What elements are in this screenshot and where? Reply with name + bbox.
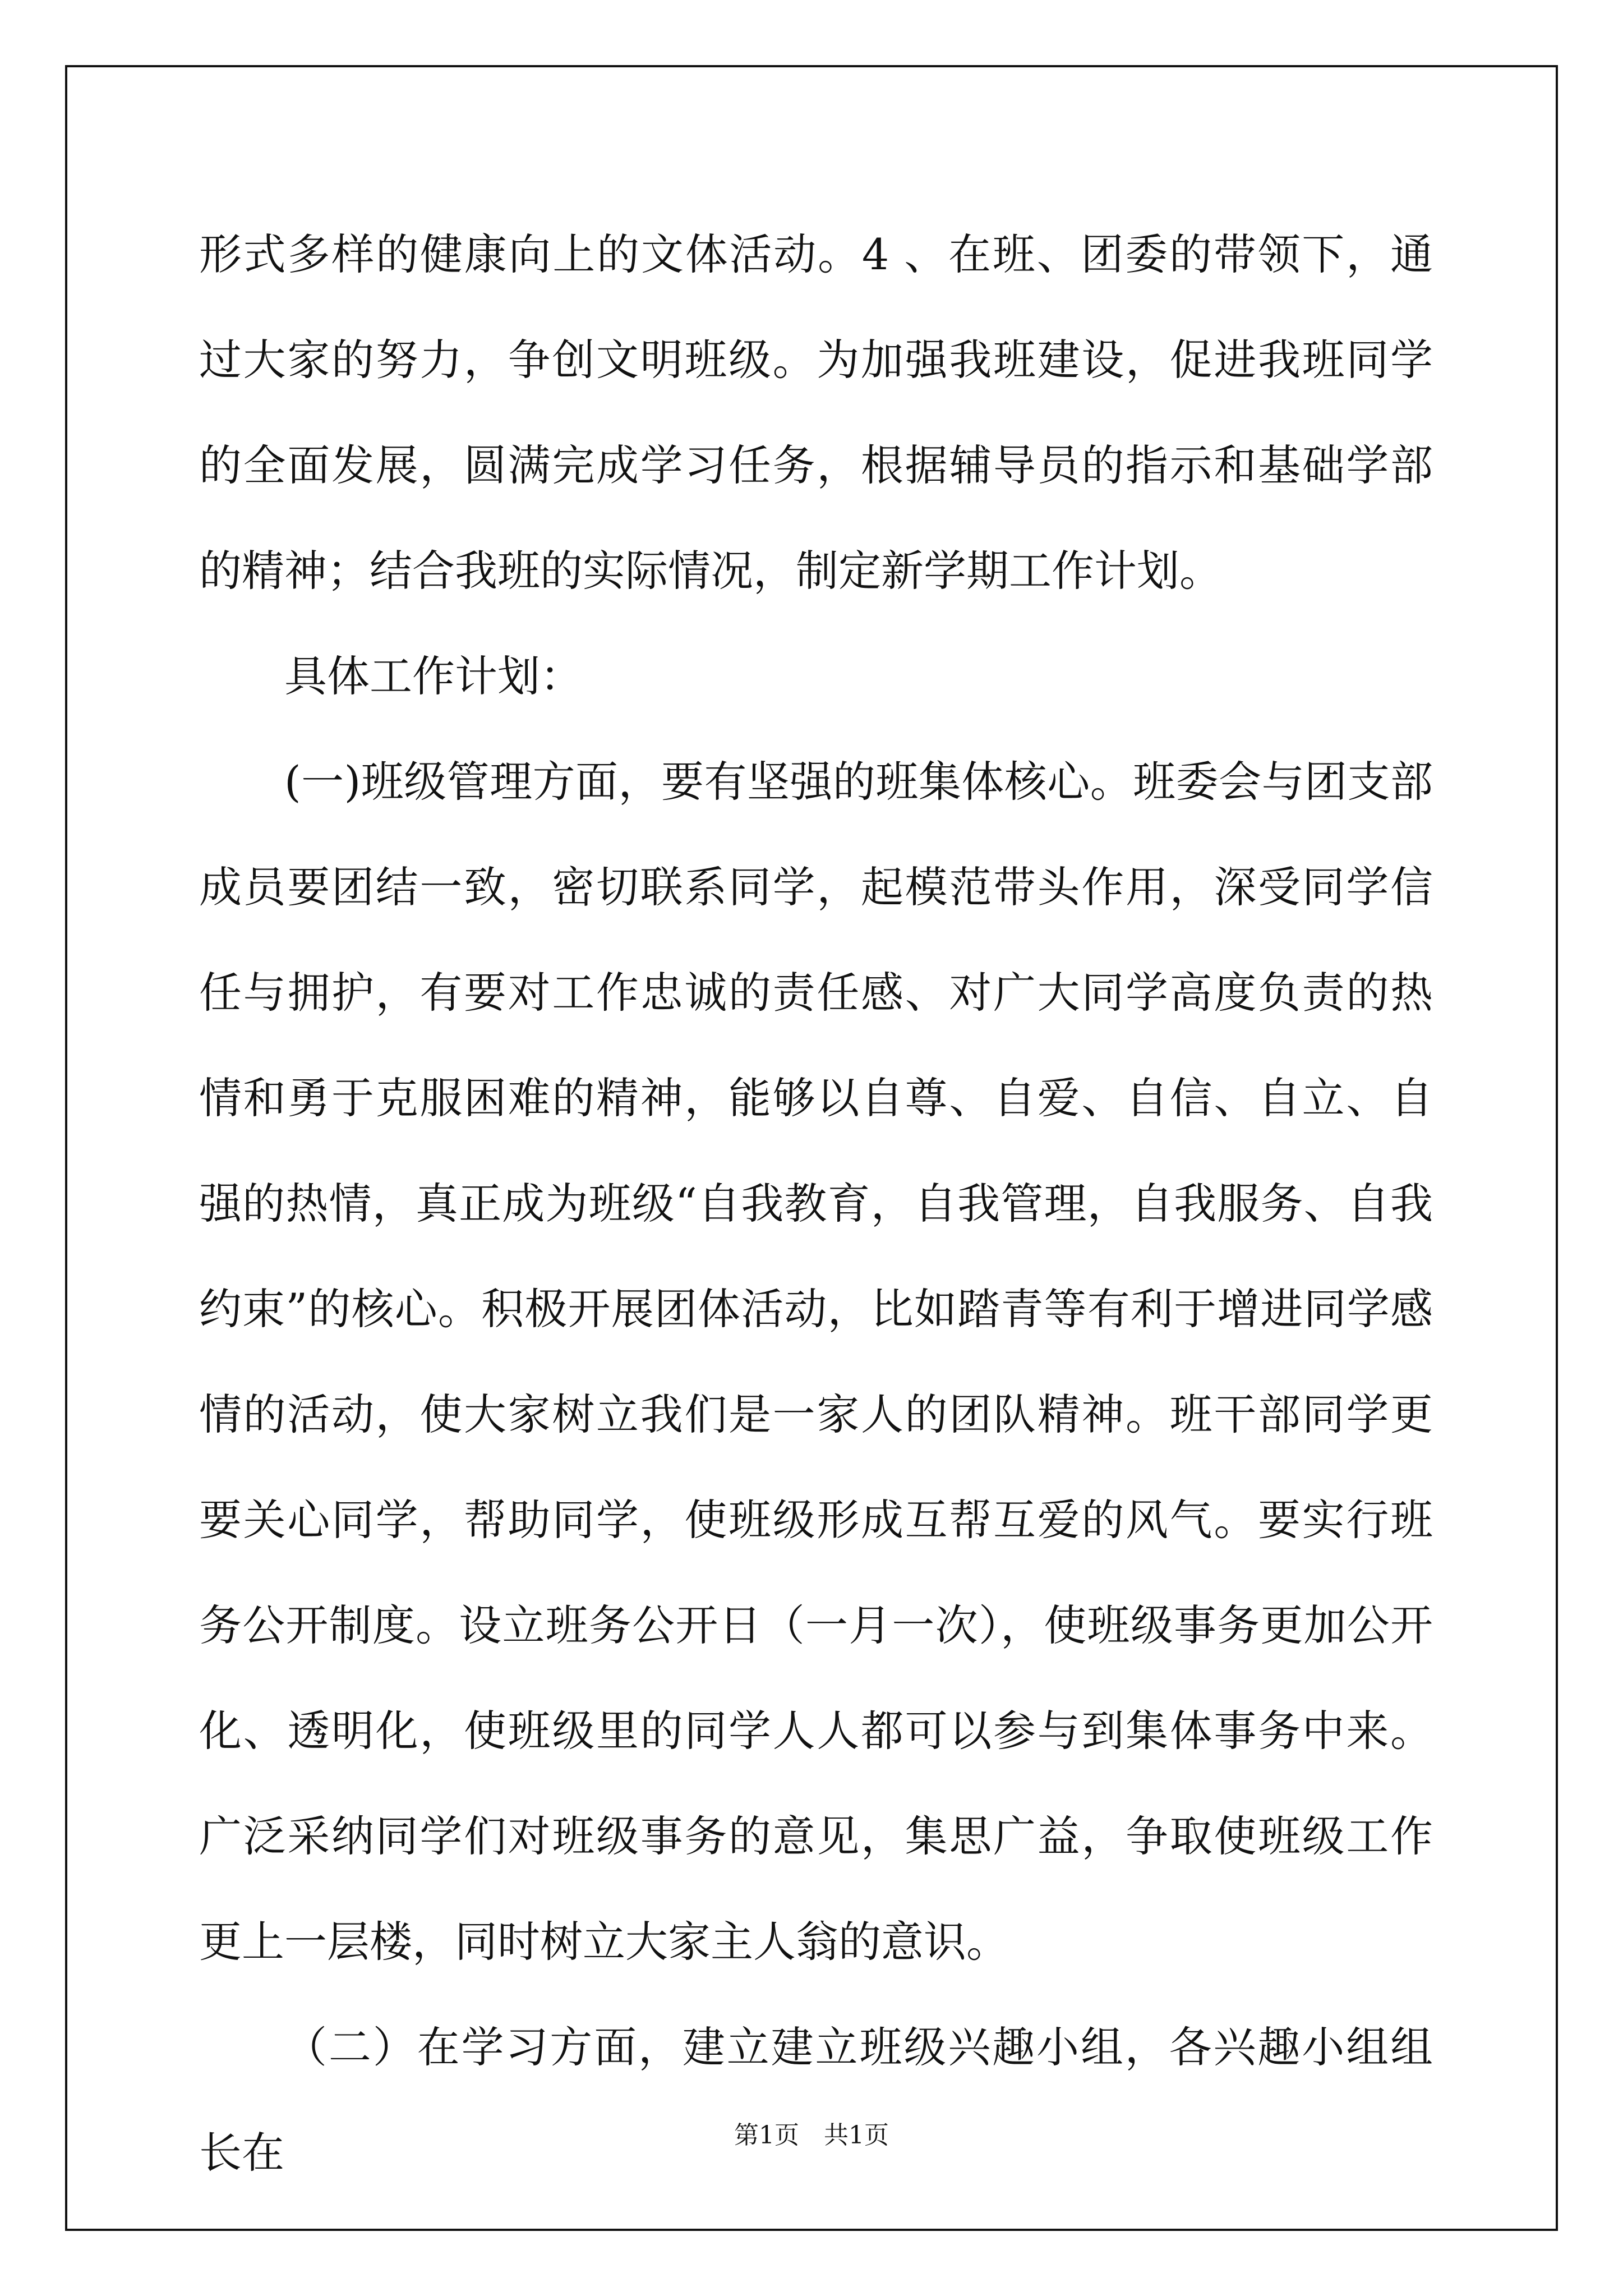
paragraph-class-management: (一)班级管理方面，要有坚强的班集体核心。班委会与团支部成员要团结一致，密切联系同学，起模范带头作用，深受同学信任与拥护，有要对工作忠诚的责任感、对广大同学高度负责的热情和勇于克服困难的精神，能够以自尊、自爱、自信、自立、自强的热情，真正成为班级“自我教育，自我管理，自我服务、自我约束”的核心。积极开展团体活动，比如踏青等有利于增进同学感情的活动，使大家树立我们是一家人的团队精神。班干部同学更要关心同学，帮助同学，使班级形成互帮互爱的风气。要实行班务公开制度。设立班务公开日（一月一次），使班级事务更加公开化、透明化，使班级里的同学人人都可以参与到集体事务中来。广泛采纳同学们对班级事务的意见，集思广益，争取使班级工作更上一层楼，同时树立大家主人翁的意识。 (199, 757, 1433, 1967)
document-body (199, 202, 1433, 2206)
page-number-current: 第1页 (734, 2121, 799, 2150)
page-footer (0, 2115, 1623, 2151)
paragraph-study: （二）在学习方面，建立建立班级兴趣小组，各兴趣小组组长在 (199, 2022, 1433, 2178)
paragraph-plan-heading: 具体工作计划： (284, 651, 583, 701)
page-number-total: 共1页 (824, 2121, 889, 2150)
paragraph-intro: 形式多样的健康向上的文体活动。4 、在班、团委的带领下，通过大家的努力，争创文明班级。为加强我班建设，促进我班同学的全面发展，圆满完成学习任务，根据辅导员的指示和基础学部的精神；结合我班的实际情况，制定新学期工作计划。 (199, 229, 1433, 596)
